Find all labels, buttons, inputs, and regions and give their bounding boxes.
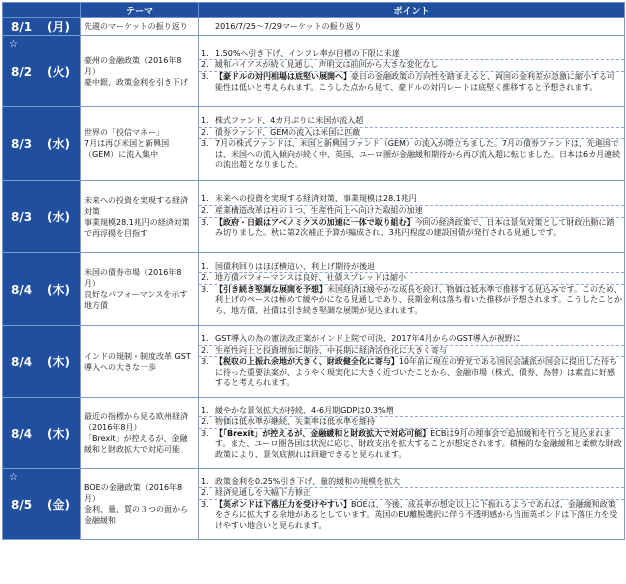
point-number: 2. xyxy=(201,273,209,283)
points-cell xyxy=(199,18,625,36)
point-body: ECBは9月の理事会で追加緩和を行うと見込まれます。また、ユーロ圏各国は状況に応じ、財政支出を拡大することが想定されます。積極的な金融緩和と柔軟な財政政策により、景気底割れは回避できると見られます。 xyxy=(215,428,622,459)
point-item xyxy=(199,417,624,429)
date-cell xyxy=(3,469,81,540)
date-cell xyxy=(3,253,81,326)
point-item xyxy=(199,194,624,206)
point-body: BOEは、今後、成長率が想定以上に下振れるようであれば、金融緩和政策をさらに拡大する余地があるとしています。英国のEU離脱選択に伴う不透明感から当面英ポンドは下落圧力を受けやすい地合いと見られます。 xyxy=(215,499,618,530)
point-text xyxy=(215,488,622,499)
point-text xyxy=(215,139,622,171)
point-text xyxy=(215,406,622,417)
point-text xyxy=(215,218,622,239)
point-headline: 【「Brexit」が控えるが、金融緩和と財政拡大で対応可能】 xyxy=(215,428,431,438)
point-number: 1. xyxy=(201,334,209,344)
points-cell xyxy=(199,398,625,469)
point-item xyxy=(199,72,624,93)
date-cell xyxy=(3,36,81,107)
point-body: 緩やかな景気拡大が持続、4-6月期GDPは0.3%増 xyxy=(215,405,394,415)
point-item xyxy=(199,273,624,285)
point-text xyxy=(215,417,622,428)
day-label: (木) xyxy=(47,282,70,297)
point-body: 1.50%へ引き下げ、インフレ率が目標の下限に未達 xyxy=(215,48,400,58)
point-number: 1. xyxy=(201,405,209,415)
point-summary: 2016/7/25～7/29マーケットの振り返り xyxy=(215,22,362,31)
point-number: 3. xyxy=(201,217,209,227)
point-item xyxy=(199,346,624,358)
point-number: 3. xyxy=(201,499,209,509)
day-label: (火) xyxy=(47,64,70,79)
point-headline: 【英ポンドは下落圧力を受けやすい】 xyxy=(215,499,351,509)
topic-cell: 世界の「投信マネー」 7月は再び米国と新興国（GEM）に流入集中 xyxy=(81,107,199,181)
date-cell xyxy=(3,398,81,469)
point-item xyxy=(199,477,624,489)
point-item xyxy=(199,128,624,140)
point-number: 2. xyxy=(201,417,209,427)
date-cell xyxy=(3,181,81,253)
point-item xyxy=(199,334,624,346)
point-text xyxy=(215,346,622,357)
point-item xyxy=(199,218,624,239)
point-text xyxy=(215,334,622,345)
weekly-report-table xyxy=(2,2,625,540)
point-item xyxy=(199,49,624,61)
points-cell xyxy=(199,36,625,107)
date-cell xyxy=(3,18,81,36)
point-body: 国債利回りはほぼ横這い、利上げ期待が後退 xyxy=(215,261,375,271)
point-text xyxy=(215,72,622,93)
date-label: 8/5 xyxy=(11,497,33,512)
topic-cell: インドの規制・制度改革 GST導入への大きな一歩 xyxy=(81,326,199,398)
header-date xyxy=(3,3,81,18)
point-number: 2. xyxy=(201,488,209,498)
header-theme: テーマ xyxy=(81,3,199,18)
point-number: 1. xyxy=(201,116,209,126)
date-label: 8/3 xyxy=(11,210,33,224)
date-label: 8/4 xyxy=(11,426,33,441)
point-item xyxy=(199,206,624,218)
point-text xyxy=(215,128,622,139)
day-label: (木) xyxy=(47,426,70,441)
point-item xyxy=(199,139,624,171)
report-row xyxy=(3,181,625,253)
point-headline: 【引き続き堅調な展開を予想】 xyxy=(215,284,327,294)
point-body: 債券ファンド、GEMの流入は米国に匹敵 xyxy=(215,127,361,137)
point-body: 株式ファンド、4カ月ぶりに米国が流入超 xyxy=(215,116,364,126)
point-number: 3. xyxy=(201,357,209,367)
topic-cell: 豪州の金融政策（2016年8月） 豪中銀、政策金利を引き下げ xyxy=(81,36,199,107)
point-number: 1. xyxy=(201,194,209,204)
point-item xyxy=(199,116,624,128)
report-row xyxy=(3,469,625,540)
points-cell xyxy=(199,326,625,398)
date-label: 8/3 xyxy=(11,137,33,151)
point-number: 3. xyxy=(201,428,209,438)
star-icon: ☆ xyxy=(9,472,18,483)
star-icon: ☆ xyxy=(9,39,18,50)
point-number: 2. xyxy=(201,60,209,70)
point-number: 3. xyxy=(201,139,209,149)
point-item xyxy=(199,262,624,274)
day-label: (水) xyxy=(47,137,70,151)
point-item xyxy=(199,488,624,500)
day-label: (金) xyxy=(47,497,70,512)
point-number: 2. xyxy=(201,127,209,137)
points-cell xyxy=(199,181,625,253)
point-number: 1. xyxy=(201,48,209,58)
date-label: 8/4 xyxy=(11,282,33,297)
date-label: 8/4 xyxy=(11,355,33,369)
report-row xyxy=(3,107,625,181)
point-body: 物価は低水準が継続、失業率は低水準を維持 xyxy=(215,417,375,427)
point-text xyxy=(215,429,622,461)
point-body: 未来への投資を実現する経済対策、事業規模は28.1兆円 xyxy=(215,194,417,204)
point-body: 米国経済は緩やかな成長を続け、物価は低水準で推移する見込みです。このため、利上げのペースは極めて緩やかになる見通しであり、長期金利は落ち着いた推移が予想されます。こうしたことから、地方債、社債は引き続き堅調な展開が見込まれます。 xyxy=(215,284,622,315)
report-row xyxy=(3,253,625,326)
point-body: GST導入の為の憲法改正案がインド上院で可決、2017年4月からのGST導入が視野に xyxy=(215,334,521,344)
topic-cell: BOEの金融政策（2016年8月） 金利、量、質の３つの面から金融緩和 xyxy=(81,469,199,540)
day-label: (木) xyxy=(47,355,70,369)
day-label: (水) xyxy=(47,210,70,224)
report-row xyxy=(3,326,625,398)
point-text xyxy=(215,357,622,389)
point-text xyxy=(215,60,622,71)
point-text xyxy=(215,194,622,205)
point-number: 3. xyxy=(201,72,209,81)
point-body: 今回の経済政策で、日本は景気対策として財政出動に踏み切りました。秋に第2次補正予算が編成され、3兆円程度の建設国債が発行される見通しです。 xyxy=(215,217,615,238)
point-body: 生産性向上と投資増加に期待、中長期に経済活性化に大きく寄与 xyxy=(215,345,447,355)
point-text xyxy=(215,206,622,217)
point-item xyxy=(199,500,624,532)
point-number: 2. xyxy=(201,205,209,215)
point-body: 政策金利を0.25%引き下げ、量的緩和の規模を拡大 xyxy=(215,476,401,486)
point-body: 7月の株式ファンドは、米国と新興国ファンド（GEM）の流入が際立ちました。7月の債券ファンドは、先進国では、米国への流入傾向が続く中、英国、ユーロ圏が金融緩和期待から再び流入超に転じました。日本は6カ月連続の流出超となりました。 xyxy=(215,139,621,170)
point-headline: 【豪ドルの対円相場は底堅い展開へ】 xyxy=(215,72,351,81)
point-text xyxy=(215,500,622,532)
topic-cell: 先週のマーケットの振り返り xyxy=(81,18,199,36)
point-body: 豪日の金融政策の方向性を踏まえると、両国の金利差が急激に縮小する可能性は低いと考えられます。こうした点から見て、豪ドルの対円レートは底堅く推移すると予想されます。 xyxy=(215,72,615,92)
day-label: (月) xyxy=(47,20,70,34)
date-cell xyxy=(3,326,81,398)
point-body: 産業構造改革は柱の１つ、生産性向上へ向けた取組の加速 xyxy=(215,205,423,215)
point-number: 3. xyxy=(201,284,209,294)
point-headline: 【税収の上振れ余地が大きく、財政健全化に寄与】 xyxy=(215,357,399,367)
topic-cell: 米国の債券市場（2016年8月） 良好なパフォーマンスを示す地方債 xyxy=(81,253,199,326)
point-text xyxy=(215,285,622,317)
point-body: 地方債パフォーマンスは良好、社債スプレッドは縮小 xyxy=(215,273,406,283)
point-body: 経済見通しを大幅下方修正 xyxy=(215,488,311,498)
point-item xyxy=(199,406,624,418)
point-body: 10年前に現在の野党である国民会議派が国会に提出した待ちに待った重要法案が、ようやく現実化に大きく近づいたことから、金融市場（株式、債券、為替）は素直に好感すると考えられます。 xyxy=(215,357,618,388)
date-cell xyxy=(3,107,81,181)
point-body: 緩和バイアスが続く見通し、声明文は前回から大きな変化なし xyxy=(215,60,439,70)
point-number: 1. xyxy=(201,261,209,271)
point-number: 2. xyxy=(201,345,209,355)
report-row xyxy=(3,398,625,469)
point-number: 1. xyxy=(201,476,209,486)
header-point: ポイント xyxy=(199,3,625,18)
point-text xyxy=(215,477,622,488)
point-text xyxy=(215,262,622,273)
points-cell xyxy=(199,253,625,326)
point-text xyxy=(215,273,622,284)
date-label: 8/1 xyxy=(11,20,33,34)
point-item xyxy=(199,60,624,72)
point-text xyxy=(215,49,622,60)
point-text xyxy=(215,116,622,127)
topic-cell: 未来への投資を実現する経済対策 事業規模28.1兆円の経済対策で再浮揚を目指す xyxy=(81,181,199,253)
point-item xyxy=(199,285,624,317)
points-cell xyxy=(199,469,625,540)
date-label: 8/2 xyxy=(11,64,33,79)
topic-cell: 最近の指標から見る欧州経済（2016年8月） 「Brexit」が控えるが、金融緩和と財政拡大で対応可能 xyxy=(81,398,199,469)
report-row xyxy=(3,36,625,107)
point-item xyxy=(199,357,624,389)
point-item xyxy=(199,429,624,461)
report-row xyxy=(3,18,625,36)
point-headline: 【政府・日銀はアベノミクスの加速に一体で取り組む】 xyxy=(215,217,415,227)
points-cell xyxy=(199,107,625,181)
